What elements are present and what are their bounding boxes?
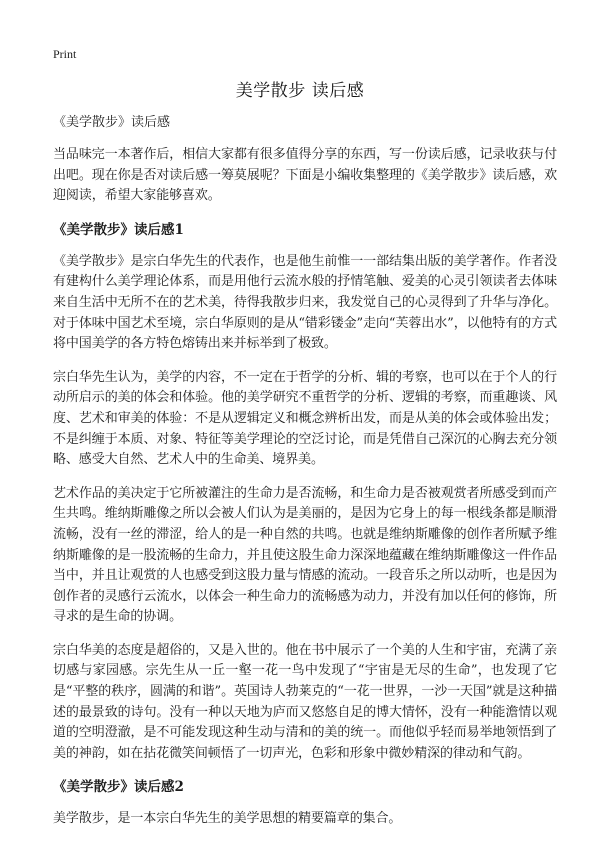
section-2-paragraph-1: 美学散步，是一本宗白华先生的美学思想的精要篇章的集合。 xyxy=(53,811,402,827)
article-subtitle: 《美学散步》读后感 xyxy=(53,115,171,130)
article-body xyxy=(53,115,557,843)
section-1-paragraph-1: 《美学散步》是宗白华先生的代表作，也是他生前惟一一部结集出版的美学著作。作者没有建构什么美学理论体系，而是用他行云流水般的抒情笔触、爱美的心灵引领读者去体味来自生活中无所不在的艺术美，待得我散步归来，我发觉自己的心灵得到了升华与净化。对于体味中国艺术至境，宗白华原则的是从“错彩镂金”走向“芙蓉出水”，以他特有的方式将中国美学的各方特色熔铸出来并标举到了极致。 xyxy=(53,253,557,352)
page-title: 美学散步 读后感 xyxy=(235,81,365,101)
section-1-paragraph-3: 艺术作品的美决定于它所被灌注的生命力是否流畅，和生命力是否被观赏者所感受到而产生共鸣。维纳斯雕像之所以会被人们认为是美丽的，是因为它身上的每一根线条都是顺滑流畅，没有一丝的滞涩，给人的是一种自然的共鸣。也就是维纳斯雕像的创作者所赋予维纳斯雕像的是一股流畅的生命力，并且使这股生命力深深地蕴藏在维纳斯雕像这一件作品当中，并且让观赏的人也感受到这股力量与情感的流动。一段音乐之所以动听，也是因为创作者的灵感行云流水，以体会一种生命力的流畅感为动力，并没有加以任何的修饰，所寻求的是生命的协调。 xyxy=(53,485,557,625)
section-heading-1: 《美学散步》读后感1 xyxy=(53,221,184,238)
section-1-paragraph-4: 宗白华美的态度是超俗的，又是入世的。他在书中展示了一个美的人生和宇宙，充满了亲切感与家园感。宗先生从一丘一壑一花一鸟中发现了“宇宙是无尽的生命”，也发现了它是“平整的秩序，圆满的和谐”。英国诗人勃莱克的“一花一世界，一沙一天国”就是这种描述的最景致的诗句。没有一种以天地为庐而又悠悠自足的博大情怀，没有一种能澹情以观道的空明澄澈，是不可能发现这种生动与清和的美的统一。而他似乎轻而易举地领悟到了美的神韵，如在拈花微笑间顿悟了一切声光，色彩和形象中微妙精深的律动和气韵。 xyxy=(53,642,557,761)
section-1-paragraph-2: 宗白华先生认为，美学的内容，不一定在于哲学的分析、辑的考察，也可以在于个人的行动所启示的美的体会和体验。他的美学研究不重哲学的分析、逻辑的考察，而重趣谈、风度、艺术和审美的体验：不是从逻辑定义和概念辨析出发，而是从美的体会或体验出发；不是纠缠于本质、对象、特征等美学理论的空泛讨论，而是凭借自己深沉的心胸去充分领略、感受大自然、艺术人中的生命美、境界美。 xyxy=(53,369,557,468)
intro-paragraph: 当品味完一本著作后，相信大家都有很多值得分享的东西，写一份读后感，记录收获与付出吧。现在你是否对读后感一筹莫展呢？下面是小编收集整理的《美学散步》读后感，欢迎阅读，希望大家能够喜欢。 xyxy=(53,147,557,204)
print-link[interactable]: Print xyxy=(53,47,77,61)
section-heading-2: 《美学散步》读后感2 xyxy=(53,779,184,796)
